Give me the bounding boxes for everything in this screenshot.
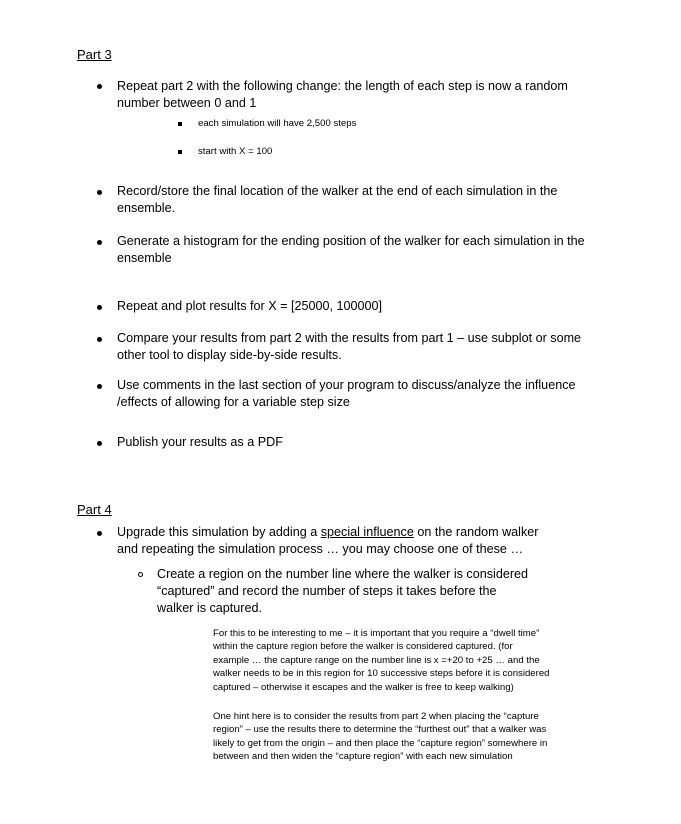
dwell-time-note	[213, 627, 550, 694]
part3-bullet-7-line-1: Publish your results as a PDF	[117, 435, 283, 449]
hint-note	[213, 710, 547, 764]
bullet-icon	[97, 84, 102, 89]
part3-bullet-2	[117, 183, 557, 217]
part3-bullet-5-line-2: other tool to display side-by-side results.	[117, 348, 342, 362]
part3-bullet-1-line-1: Repeat part 2 with the following change: the length of each step is now a random	[117, 79, 568, 93]
part3-bullet-2-line-2: ensemble.	[117, 201, 176, 215]
hint-note-line: between and then widen the “capture region” with each new simulation	[213, 751, 513, 763]
hollow-bullet-icon	[138, 572, 143, 577]
hint-note-line: region” – use the results there to determine the “furthest out” that a walker was	[213, 724, 547, 736]
dwell-time-note-line: For this to be interesting to me – it is important that you require a “dwell time”	[213, 628, 540, 639]
dwell-time-note-line: example … the capture range on the number line is x =+20 to +25 … and the	[213, 654, 540, 666]
part4-bullet-line-2: and repeating the simulation process … you may choose one of these …	[117, 542, 524, 556]
part3-heading: Part 3	[77, 47, 112, 62]
part3-bullet-3-line-2: ensemble	[117, 251, 172, 265]
dwell-time-note-line: within the capture region before the walker is considered captured. (for	[213, 641, 513, 653]
square-bullet-icon	[178, 122, 182, 126]
part4-bullet-line-1	[117, 524, 538, 541]
bullet-icon	[97, 240, 102, 245]
bullet-icon	[97, 441, 102, 446]
bullet-icon	[97, 531, 102, 536]
special-influence-text: special influence	[320, 525, 414, 539]
bullet-icon	[97, 337, 102, 342]
part3-bullet-5	[117, 330, 581, 364]
bullet-icon	[97, 384, 102, 389]
bullet-icon	[97, 190, 102, 195]
part3-bullet-6	[117, 377, 576, 411]
part4-option-line-1: Create a region on the number line where the walker is considered	[157, 567, 529, 581]
dwell-time-note-line: walker needs to be in this region for 10 successive steps before it is considered	[213, 668, 550, 680]
part3-bullet-5-line-1: Compare your results from part 2 with the results from part 1 – use subplot or some	[117, 331, 582, 345]
hint-note-line: One hint here is to consider the results from part 2 when placing the “capture	[213, 711, 539, 722]
part3-bullet-4	[117, 298, 382, 315]
part3-bullet-1	[117, 78, 568, 112]
square-bullet-icon	[178, 150, 182, 154]
part4-bullet	[117, 524, 538, 558]
part3-bullet-4-line-1: Repeat and plot results for X = [25000, 100000]	[117, 299, 383, 313]
part3-bullet-6-line-2: /effects of allowing for a variable step size	[117, 395, 350, 409]
part3-bullet-2-line-1: Record/store the final location of the walker at the end of each simulation in the	[117, 184, 558, 198]
part4-heading: Part 4	[77, 502, 112, 517]
hint-note-line: likely to get from the origin – and then place the “capture region” somewhere in	[213, 737, 548, 749]
part3-subbullet-1: each simulation will have 2,500 steps	[198, 118, 357, 129]
part4-option-line-2: “captured” and record the number of steps it takes before the	[157, 584, 497, 598]
part4-option	[157, 566, 528, 617]
part4-option-line-3: walker is captured.	[157, 601, 262, 615]
part3-bullet-7	[117, 434, 283, 451]
part3-bullet-3	[117, 233, 585, 267]
part4-bullet-text-before: Upgrade this simulation by adding a	[117, 525, 321, 539]
dwell-time-note-line: captured – otherwise it escapes and the walker is free to keep walking)	[213, 681, 514, 693]
bullet-icon	[97, 305, 102, 310]
part3-subbullet-2: start with X = 100	[198, 146, 273, 157]
part3-bullet-3-line-1: Generate a histogram for the ending position of the walker for each simulation in the	[117, 234, 585, 248]
part3-bullet-6-line-1: Use comments in the last section of your program to discuss/analyze the influence	[117, 378, 576, 392]
part4-bullet-text-after: on the random walker	[413, 525, 539, 539]
part3-bullet-1-line-2: number between 0 and 1	[117, 96, 257, 110]
